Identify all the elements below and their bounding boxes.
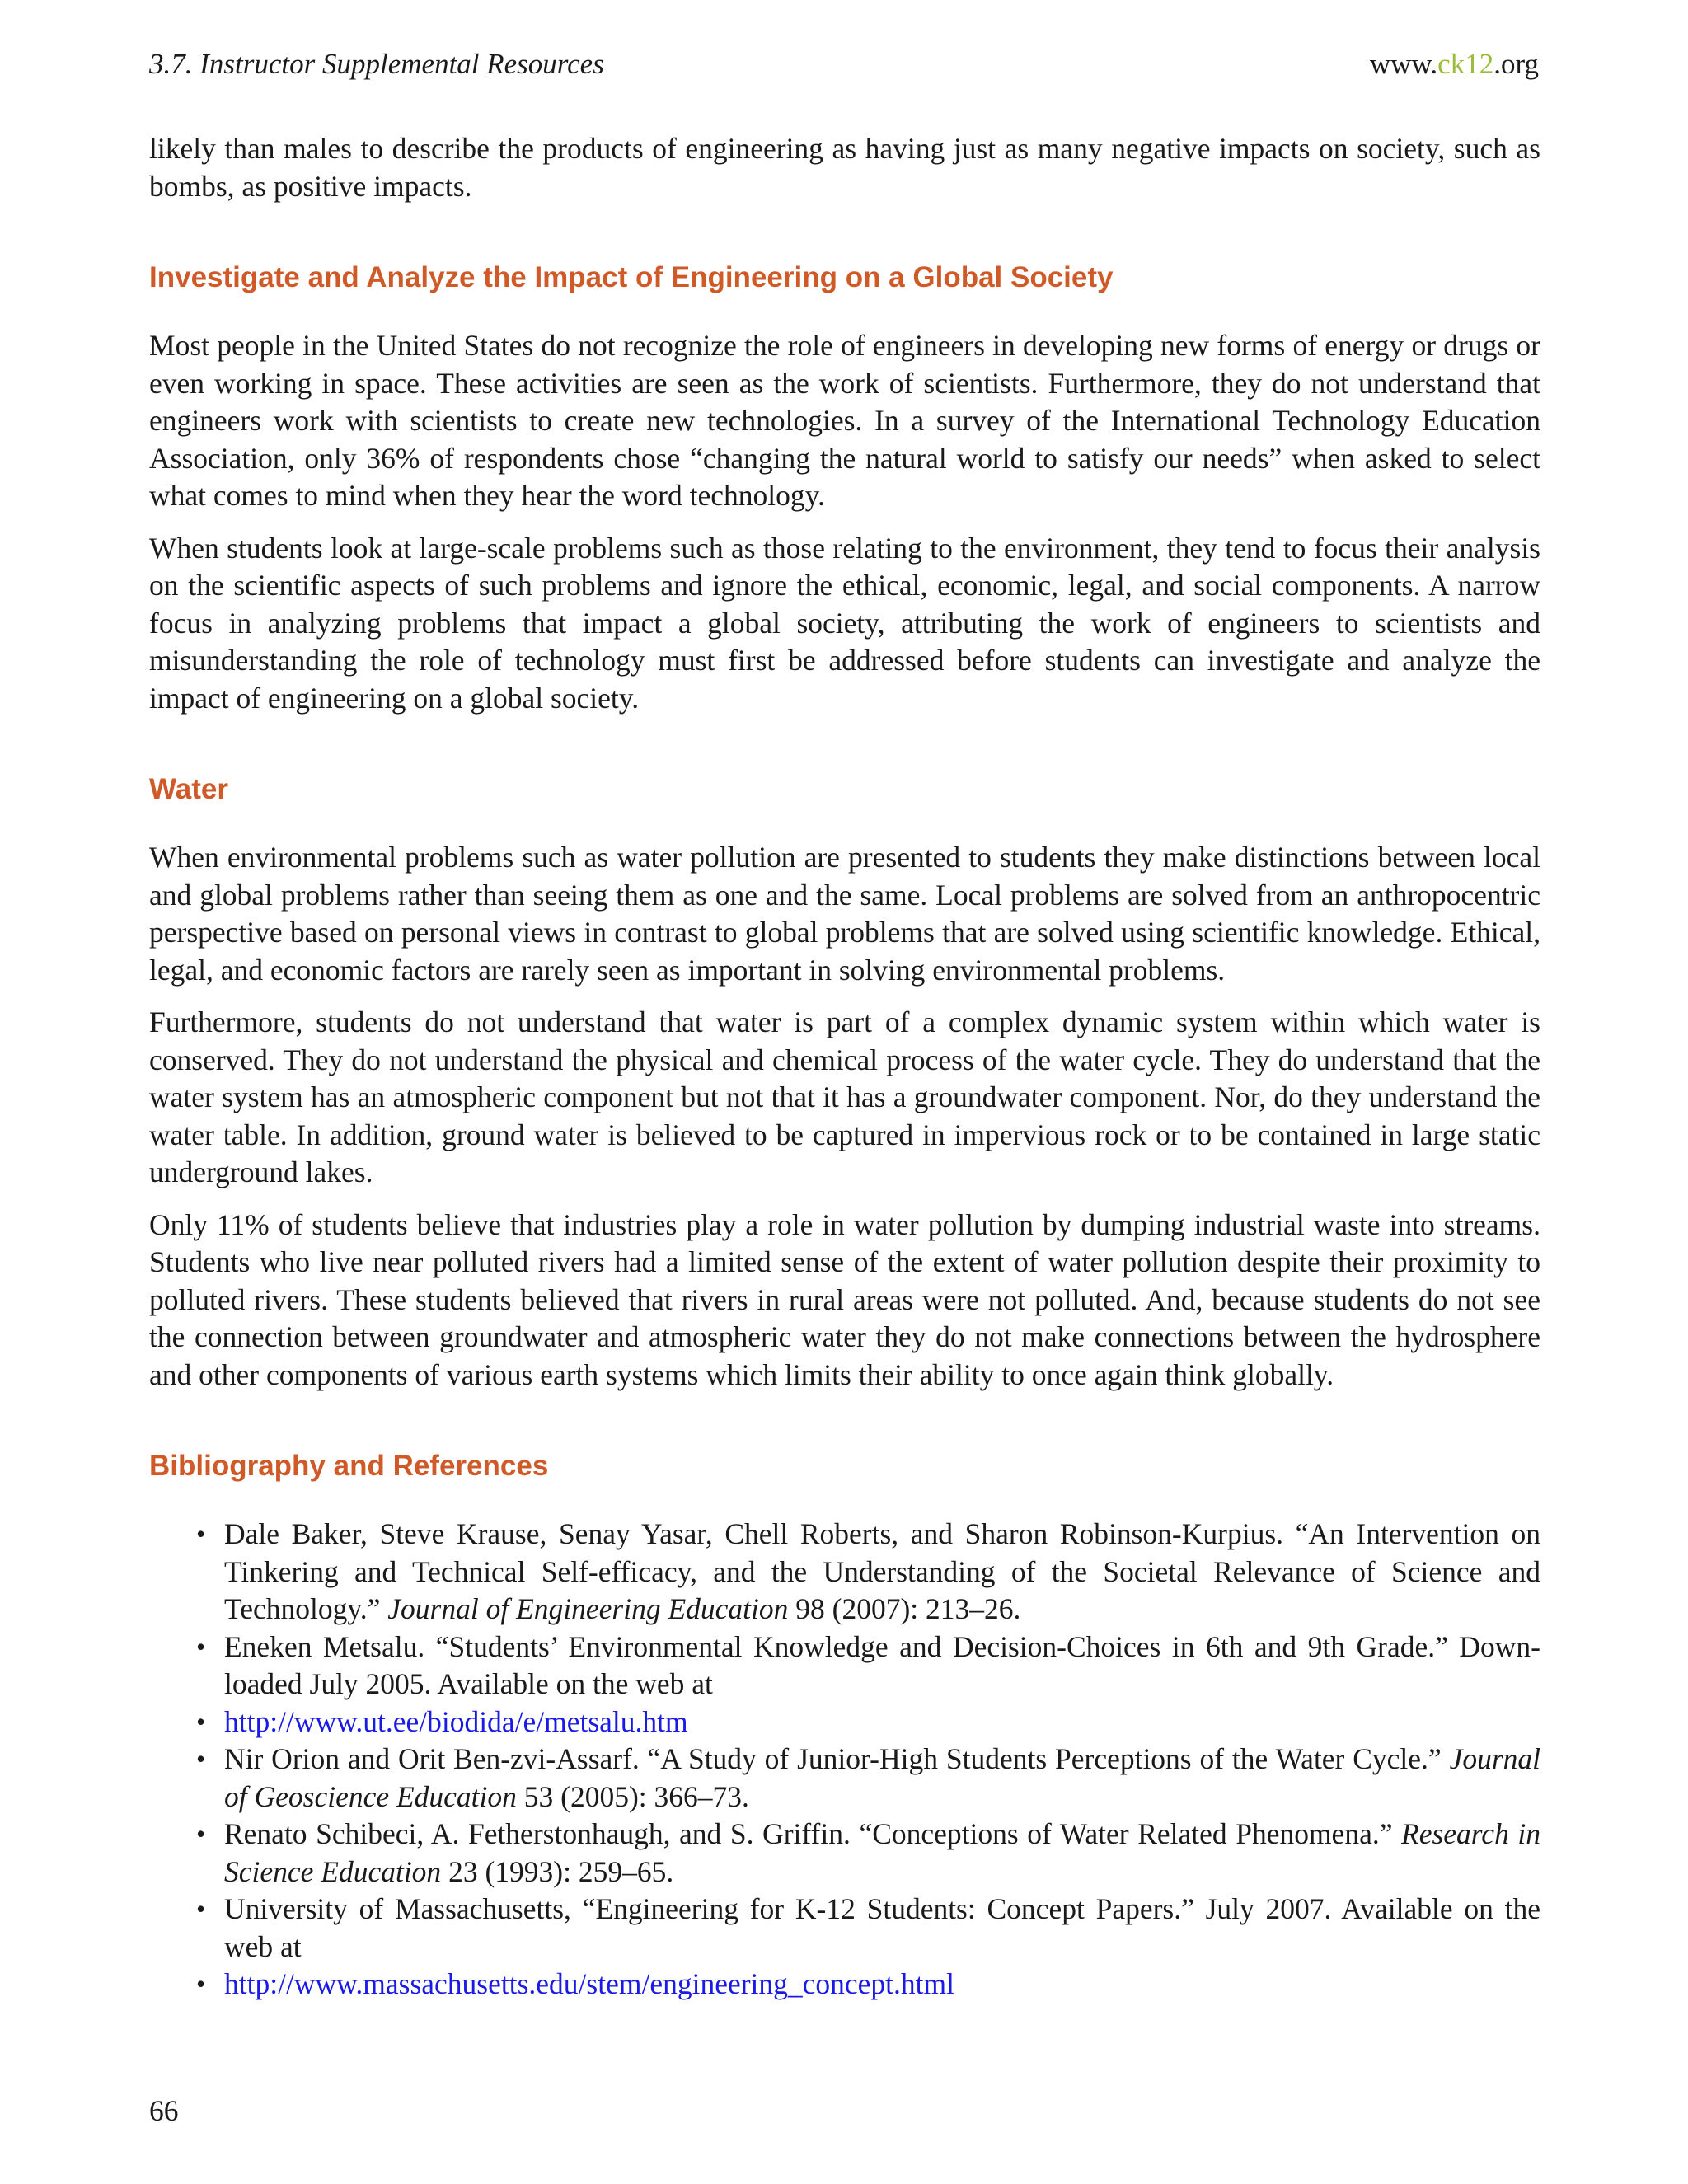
impact-paragraph-2: When students look at large-scale problems such as those relating to the environment, they tend to focus their analysis on the scientific aspects of such problems and ignore the ethical, economic, legal, and social components. A narrow focus in analyzing problems that impact a global society, attributing the work of engineers to scientists and misunderstanding the role of technology must first be addressed before students can investigate and analyze the impact of engineering on a global society. xyxy=(149,531,1540,715)
metsalu-link[interactable]: http://www.ut.ee/biodida/e/metsalu.htm xyxy=(224,1704,688,1738)
reference-item xyxy=(196,1891,1540,1966)
umass-link[interactable]: http://www.massachusetts.edu/stem/engineering_concept.html xyxy=(224,1967,954,2000)
reference-text: Eneken Metsalu. “Students’ Environmental Knowledge and Decision-Choices in 6th and 9th Grade.” Down-loaded July 2005. Available on the web at xyxy=(224,1629,1540,1700)
site-brand: ck12 xyxy=(1437,48,1494,80)
reference-text: Renato Schibeci, A. Fetherstonhaugh, and S. Griffin. “Conceptions of Water Related Phenomena.” xyxy=(224,1817,1402,1850)
water-paragraph-1: When environmental problems such as water pollution are presented to students they make distinctions between local and global problems rather than seeing them as one and the same. Local problems are solved from an anthropocentric perspective based on personal views in contrast to global problems that are solved using scientific knowledge. Ethical, legal, and economic factors are rarely seen as important in solving environmental problems. xyxy=(149,841,1540,987)
bullet-icon: • xyxy=(196,1969,206,1999)
reference-citation: 23 (1993): 259–65. xyxy=(441,1854,674,1888)
journal-title: Research in Science Education xyxy=(224,1817,1541,1888)
site-prefix: www. xyxy=(1369,48,1438,80)
reference-item xyxy=(196,1741,1540,1816)
reference-item xyxy=(196,1966,1540,2004)
reference-citation: 53 (2005): 366–73. xyxy=(516,1779,749,1813)
reference-text: Dale Baker, Steve Krause, Senay Yasar, Chell Roberts, and Sharon Robinson-Kurpius. “An Intervention on Tinkering and Technical Self-efficacy, and the Understanding of the Societal Relevance of Science and Technology.” xyxy=(224,1517,1540,1625)
bullet-icon: • xyxy=(196,1706,206,1736)
bullet-icon: • xyxy=(196,1519,206,1549)
reference-item xyxy=(196,1516,1540,1629)
reference-text: Nir Orion and Orit Ben-zvi-Assarf. “A Study of Junior-High Students Perceptions of the Water Cycle.” xyxy=(224,1742,1450,1775)
reference-item xyxy=(196,1629,1540,1704)
running-header xyxy=(149,48,1539,81)
reference-item xyxy=(196,1816,1541,1891)
main-content xyxy=(149,130,1540,2004)
intro-paragraph: likely than males to describe the products of engineering as having just as many negative impacts on society, such as bombs, as positive impacts. xyxy=(149,132,1540,203)
journal-title: Journal of Geoscience Education xyxy=(224,1742,1540,1813)
heading-impact: Investigate and Analyze the Impact of Engineering on a Global Society xyxy=(149,261,1114,293)
section-title: 3.7. Instructor Supplemental Resources xyxy=(149,48,604,80)
site-suffix: .org xyxy=(1493,48,1539,80)
heading-bibliography: Bibliography and References xyxy=(149,1450,549,1482)
reference-citation: 98 (2007): 213–26. xyxy=(788,1592,1021,1625)
reference-list xyxy=(149,1516,1540,2004)
journal-title: Journal of Engineering Education xyxy=(387,1592,789,1625)
reference-text: University of Massachusetts, “Engineering for K-12 Students: Concept Papers.” July 2007. Available on the web at xyxy=(224,1892,1540,1963)
impact-paragraph-1: Most people in the United States do not recognize the role of engineers in developing new forms of energy or drugs or even working in space. These activities are seen as the work of scientists. Furthermore, they do not understand that engineers work with scientists to create new technologies. In a survey of the International Technology Education Association, only 36% of respondents chose “changing the natural world to satisfy our needs” when asked to select what comes to mind when they hear the word technology. xyxy=(149,329,1540,512)
heading-water: Water xyxy=(149,773,228,805)
bullet-icon: • xyxy=(196,1894,206,1924)
page-number: 66 xyxy=(149,2094,179,2127)
bullet-icon: • xyxy=(196,1631,206,1661)
water-paragraph-2: Furthermore, students do not understand that water is part of a complex dynamic system within which water is conserved. They do not understand the physical and chemical process of the water cycle. They do understand that the water system has an atmospheric component but not that it has a groundwater component. Nor, do they understand the water table. In addition, ground water is believed to be captured in impervious rock or to be contained in large static underground lakes. xyxy=(149,1005,1540,1188)
bullet-icon: • xyxy=(196,1744,206,1774)
bullet-icon: • xyxy=(196,1819,206,1849)
water-paragraph-3: Only 11% of students believe that industries play a role in water pollution by dumping industrial waste into streams. Students who live near polluted rivers had a limited sense of the extent of water pollution despite their proximity to polluted rivers. These students believed that rivers in rural areas were not polluted. And, because students do not see the connection between groundwater and atmospheric water they do not make connections between the hydrosphere and other components of various earth systems which limits their ability to once again think globally. xyxy=(149,1207,1540,1391)
site-url xyxy=(1370,48,1539,81)
reference-item xyxy=(196,1704,1540,1741)
